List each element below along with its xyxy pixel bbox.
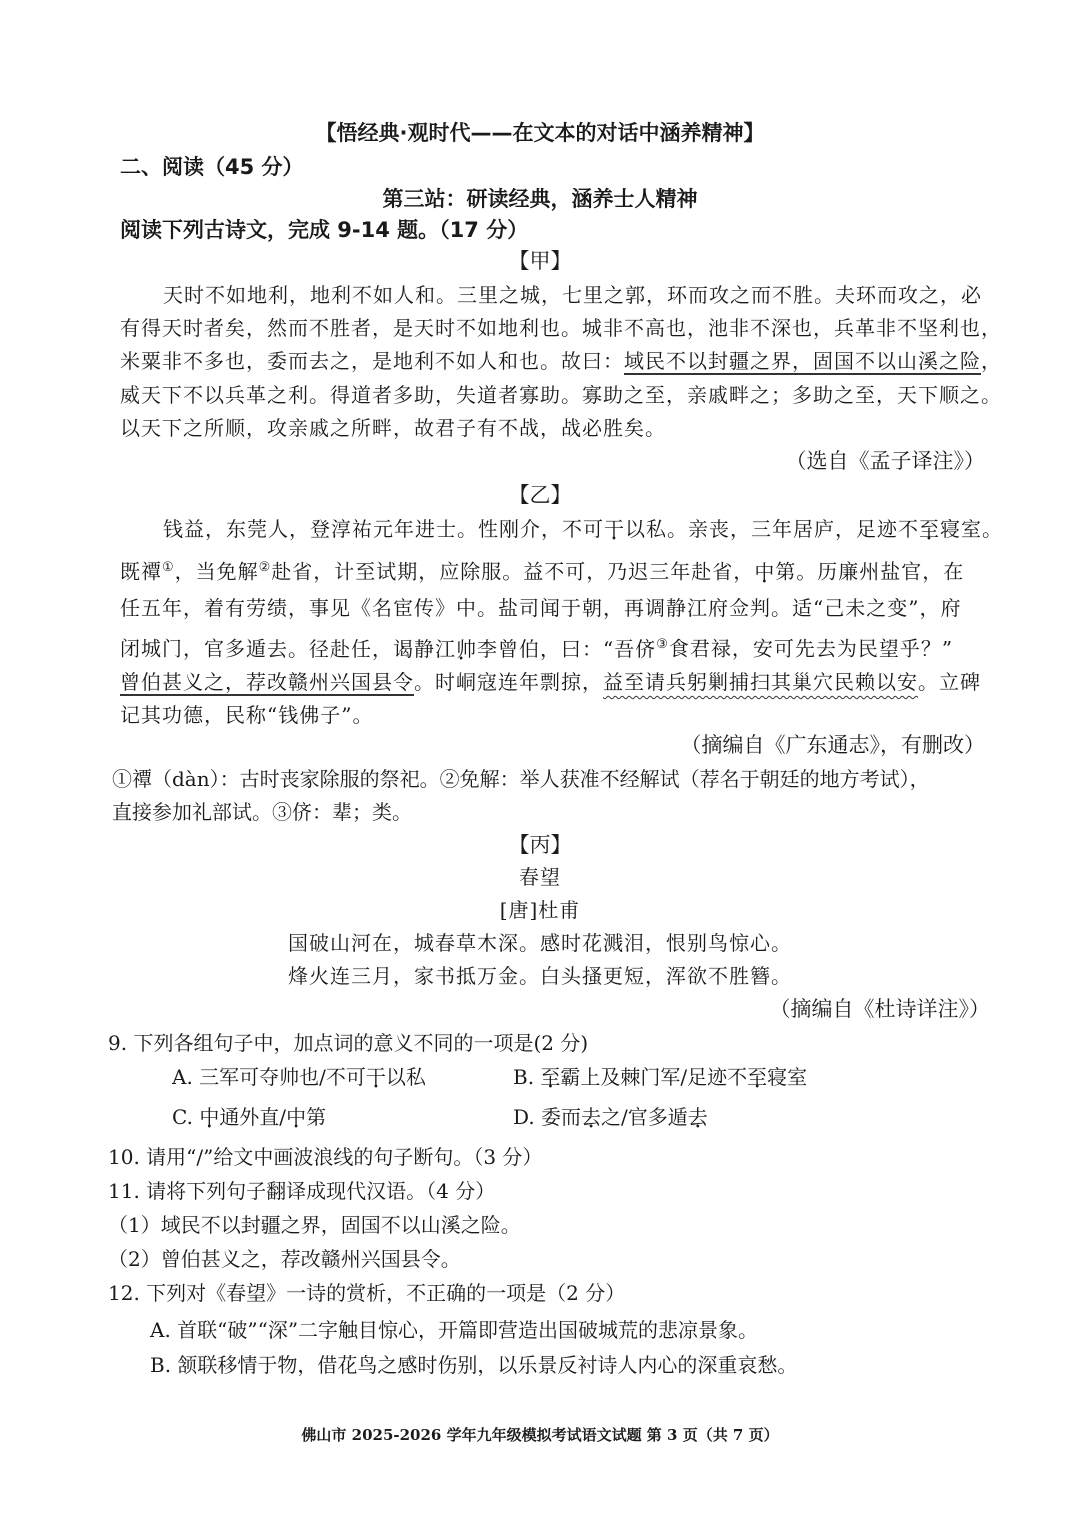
jia-line-4: 威天下不以兵革之利。得道者多助，失道者寡助。寡助之至，亲戚畔之；多助之至，天下顺之。 <box>120 383 1002 407</box>
jia-underlined-sentence: 域民不以封疆之界，固国不以山溪之险 <box>624 349 981 373</box>
part-title: 二、阅读（45 分） <box>120 155 304 179</box>
jia-line-3 <box>120 346 1002 376</box>
yi-l4-b: 遁 <box>246 636 267 661</box>
question-12-stem: 12. 下列对《春望》一诗的赏析，不正确的一项是（2 分） <box>108 1281 626 1305</box>
q9-a-dotted: 干 <box>365 1065 386 1089</box>
passage-jia-label: 【甲】 <box>508 249 572 273</box>
yi-l2-e: 赴省，计至试期，应除服。益不可，乃迟三年赴省， <box>271 559 755 584</box>
yi-line-5 <box>120 667 981 697</box>
q12-option-a: A. 首联“破”“深”二字触目惊心，开篇即营造出国破城荒的悲凉景象。 <box>150 1318 759 1342</box>
q9-b-post: 寝室 <box>767 1065 808 1089</box>
q9-b-mid: 霸上及棘门军/足迹不 <box>560 1065 748 1089</box>
q9-c-mid: 通外直/ <box>219 1105 287 1129</box>
poem-line-2: 烽火连三月，家书抵万金。白头搔更短，浑欲不胜簪。 <box>288 964 792 988</box>
yi-l1-e: 寝室。 <box>940 517 1003 541</box>
footnote-marker-1: ① <box>162 560 175 575</box>
q9-option-b <box>513 1062 807 1092</box>
yi-wavy-sentence: 益至请兵躬剿捕扫其巢穴民赖以安 <box>603 670 918 694</box>
question-9-stem: 9. 下列各组句子中，加点词的意义不同的一项是(2 分) <box>108 1031 589 1055</box>
poem-line-1: 国破山河在，城春草木深。感时花溅泪，恨别鸟惊心。 <box>288 931 792 955</box>
q9-a-post: 以私 <box>385 1065 426 1089</box>
q9-a-text: A. 三军可夺帅也/不可 <box>172 1065 366 1089</box>
yi-l2-g: 第。历廉州盐官，在 <box>775 559 965 584</box>
q9-d-dotted-1: 去 <box>581 1105 602 1129</box>
poem-title: 春望 <box>519 865 561 889</box>
q9-c-pre: C. <box>172 1105 200 1129</box>
question-10: 10. 请用“/”给文中画波浪线的句子断句。（3 分） <box>108 1145 543 1169</box>
question-11-sentence-1: （1）域民不以封疆之界，固国不以山溪之险。 <box>108 1213 521 1237</box>
yi-dotted-zhong: 中 <box>754 559 776 584</box>
page-footer: 佛山市 2025-2026 学年九年级模拟考试语文试题 第 3 页（共 7 页） <box>301 1426 779 1444</box>
yi-l1-a: 钱益，东莞人，登淳祐元年进士。性刚介，不可 <box>163 517 604 541</box>
yi-line-6: 记其功德，民称“钱佛子”。 <box>120 703 374 727</box>
jia-line-3-text: 米粟非不多也，委而去之，是地利不如人和也。故曰： <box>120 349 624 373</box>
yi-l2-a: 既禫 <box>120 559 162 584</box>
yi-footnote-2: 直接参加礼部试。③侪：辈；类。 <box>112 800 412 824</box>
yi-dotted-zhi: 至 <box>919 517 940 541</box>
jia-line-5: 以天下之所顺，攻亲戚之所畔，故君子有不战，战必胜矣。 <box>120 416 666 440</box>
q9-c-dotted-1: 中 <box>199 1105 220 1129</box>
station-title: 第三站：研读经典，涵养士人精神 <box>382 187 698 211</box>
jia-line-3-comma: ， <box>981 349 1002 373</box>
q9-option-c <box>172 1102 326 1132</box>
yi-l4-c: 去。径赴任，谒静江帅李曾伯，曰：“吾侪 • <box>267 637 656 661</box>
section-header: 【悟经典·观时代——在文本的对话中涵养精神】 <box>315 121 765 145</box>
yi-l4-a: 闭城门，官多 <box>120 636 246 661</box>
yi-l2-c: ，当免解 <box>174 559 259 584</box>
footnote-marker-2: ② <box>258 560 272 575</box>
q9-c-dotted-2: 中 <box>286 1105 307 1129</box>
jia-line-1: 天时不如地利，地利不如人和。三里之城，七里之郭，环而攻之而不胜。夫环而攻之，必 <box>163 283 982 307</box>
q12-option-b: B. 颔联移情于物，借花鸟之感时伤别，以乐景反衬诗人内心的深重哀愁。 <box>150 1353 798 1377</box>
q9-d-mid: 之/官多遁 <box>601 1105 688 1129</box>
yi-line-3: 任五年，着有劳绩，事见《名宦传》中。盐司闻于朝，再调静江府佥判。适“己未之变”，府 <box>120 596 962 620</box>
yi-l4-e: 食君禄，安可先去为民望乎？” <box>668 636 954 661</box>
yi-underlined-sentence: 曾伯甚义之，荐改赣州兴国县令 <box>120 670 414 694</box>
poem-author: [唐]杜甫 <box>499 898 581 922</box>
q9-d-pre: D. 委而 <box>513 1105 582 1129</box>
q9-option-d <box>513 1102 708 1132</box>
passage-yi-label: 【乙】 <box>508 483 572 507</box>
yi-l1-c: 以私。亲丧，三年居庐，足迹不 <box>625 517 919 541</box>
footnote-marker-3: ③ <box>656 637 669 652</box>
yi-line-2 <box>120 553 964 587</box>
jia-source: （选自《孟子译注》） <box>785 449 985 473</box>
yi-l5-b: 。时峒寇连年剽掠， <box>414 670 603 694</box>
yi-line-4 <box>120 630 953 664</box>
yi-footnote-1: ①禫（dàn）：古时丧家除服的祭祀。②免解：举人获准不经解试（荐名于朝廷的地方考试）， <box>112 767 930 791</box>
question-11-stem: 11. 请将下列句子翻译成现代汉语。（4 分） <box>108 1179 496 1203</box>
yi-l5-d: 。立碑 <box>918 670 981 694</box>
bing-source: （摘编自《杜诗详注》） <box>769 997 990 1021</box>
q9-d-dotted-2: 去 <box>687 1105 708 1129</box>
question-11-sentence-2: （2）曾伯甚义之，荐改赣州兴国县令。 <box>108 1247 461 1271</box>
instruction: 阅读下列古诗文，完成 9-14 题。（17 分） <box>120 218 529 242</box>
passage-bing-label: 【丙】 <box>508 833 572 857</box>
q9-c-post: 第 <box>306 1105 327 1129</box>
yi-dotted-gan: 干 <box>604 517 625 541</box>
yi-source: （摘编自《广东通志》，有删改） <box>680 733 985 757</box>
yi-line-1 <box>163 514 1003 544</box>
q9-option-a <box>172 1062 426 1092</box>
q9-b-dotted-2: 至 <box>747 1065 768 1089</box>
q9-b-dotted-1: 至 <box>540 1065 561 1089</box>
q9-b-pre: B. <box>513 1065 541 1089</box>
jia-line-2: 有得天时者矣，然而不胜者，是天时不如地利也。城非不高也，池非不深也，兵革非不坚利也， <box>120 316 1002 340</box>
